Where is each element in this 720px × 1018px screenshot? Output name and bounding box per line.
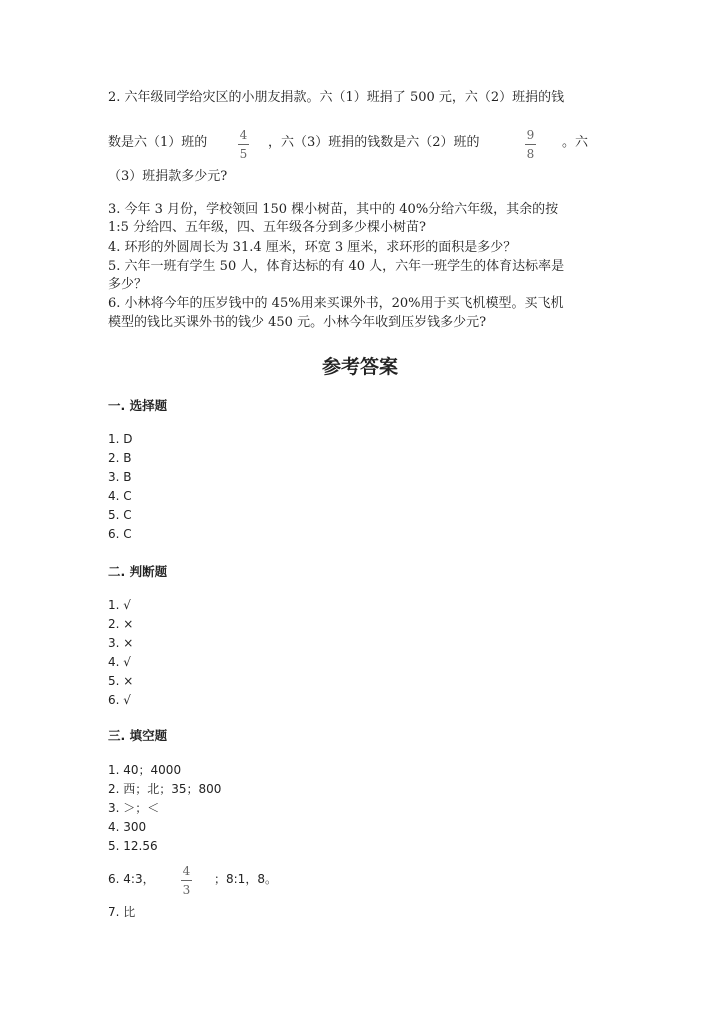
list-item: 2. B	[108, 451, 132, 465]
list-item: 2. 西；北；35；800	[108, 782, 222, 796]
fraction-denominator: 8	[526, 147, 535, 161]
fraction-numerator: 4	[239, 128, 248, 142]
section-heading-fill-blank: 三. 填空题	[108, 728, 168, 743]
problem-2-line-1: 2. 六年级同学给灾区的小朋友捐款。六（1）班捐了 500 元，六（2）班捐的钱	[108, 90, 565, 105]
list-item: 5. 12.56	[108, 839, 158, 853]
list-item: 1. 40；4000	[108, 763, 182, 777]
list-item: 3. ×	[108, 636, 134, 650]
problem-3-line-1: 3. 今年 3 月份，学校领回 150 棵小树苗，其中的 40%分给六年级，其余的按	[108, 202, 559, 217]
list-item: 5. ×	[108, 674, 134, 688]
fraction-numerator: 4	[182, 864, 191, 878]
fraction-4-5	[238, 128, 249, 161]
problem-5-line-2: 多少？	[108, 277, 148, 292]
problem-2-line-3: （3）班捐款多少元?	[108, 169, 228, 184]
fraction-denominator: 5	[239, 147, 248, 161]
list-item: 2. ×	[108, 617, 134, 631]
problem-2-line-2c: 。六	[562, 135, 589, 150]
problem-5-line-1: 5. 六年一班有学生 50 人，体育达标的有 40 人，六年一班学生的体育达标率是	[108, 259, 565, 274]
problem-6-line-1: 6. 小林将今年的压岁钱中的 45%用来买课外书，20%用于买飞机模型。买飞机	[108, 296, 564, 311]
problem-6-line-2: 模型的钱比买课外书的钱少 450 元。小林今年收到压岁钱多少元?	[108, 315, 487, 330]
list-item: 6. √	[108, 693, 131, 707]
list-item: 3. B	[108, 470, 132, 484]
fraction-denominator: 3	[182, 883, 191, 897]
list-item: 4. 300	[108, 820, 147, 834]
fraction-4-3	[181, 864, 192, 897]
problem-4: 4. 环形的外圆周长为 31.4 厘米，环宽 3 厘米，求环形的面积是多少？	[108, 240, 517, 255]
answer-key-title: 参考答案	[321, 356, 398, 378]
fraction-9-8	[525, 128, 536, 161]
list-item: 1. D	[108, 432, 133, 446]
fill-blank-item-6a: 6. 4:3，	[108, 872, 155, 886]
judgement-answer-list	[108, 596, 133, 710]
problem-3-line-2: 1:5 分给四、五年级，四、五年级各分到多少棵小树苗?	[108, 220, 427, 235]
fill-blank-item-7: 7. 比	[108, 905, 136, 919]
list-item: 6. C	[108, 527, 132, 541]
section-heading-choice: 一. 选择题	[108, 398, 168, 413]
section-heading-judgement: 二. 判断题	[108, 564, 168, 579]
problem-2-line-2b: ，六（3）班捐的钱数是六（2）班的	[268, 135, 480, 150]
list-item: 1. √	[108, 598, 131, 612]
choice-answer-list	[108, 430, 133, 544]
fraction-numerator: 9	[526, 128, 535, 142]
fill-blank-answer-list	[108, 761, 221, 856]
fill-blank-item-6b: ；8:1，8。	[214, 872, 277, 886]
list-item: 4. √	[108, 655, 131, 669]
list-item: 5. C	[108, 508, 132, 522]
list-item: 4. C	[108, 489, 132, 503]
problem-2-line-2a: 数是六（1）班的	[108, 135, 208, 150]
list-item: 3. ＞；＜	[108, 801, 160, 815]
